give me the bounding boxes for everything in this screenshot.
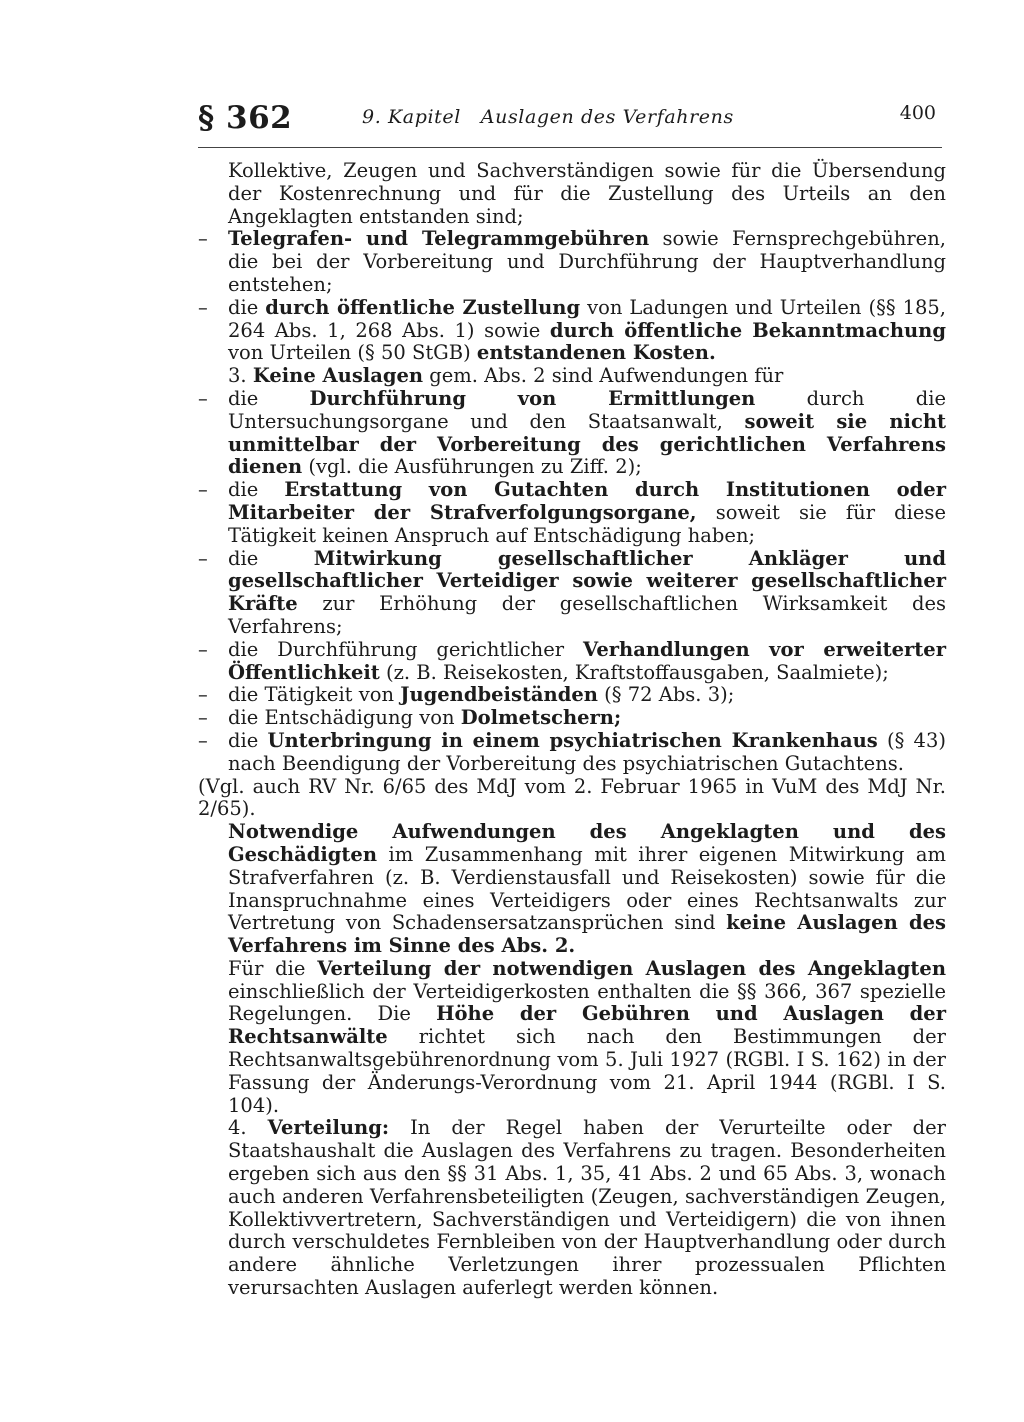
text-run: 4. (228, 1116, 268, 1140)
text-run: 3. (228, 364, 253, 388)
page-body (198, 160, 946, 1300)
bold-text: Durchführung von Ermittlungen (309, 386, 756, 410)
text-run: soweit sie für diese Tätigkeit keinen Anspruch auf Entschädigung haben; (228, 500, 946, 547)
text-run: In der Regel haben der Verurteilte oder der Staatshaushalt die Auslagen des Verfahrens zu tragen. Besonderheiten ergeben sich aus den §§ 31 Abs. 1, 35, 41 Abs. 2 und 65 Abs. 3, wonach auch anderen Verfahrensbeteiligten (Zeugen, sachverständigen Zeugen, Kollektivvertretern, Sachverständigen und Verteidigern) die von ihnen durch verschuldetes Fernbleiben von der Hauptverhandlung oder durch andere ähnliche Verletzungen ihrer prozessualen Pflichten verursachten Auslagen auferlegt werden können. (228, 1116, 946, 1300)
bold-text: Verhandlungen vor erweiterter Öffentlichkeit (228, 637, 946, 684)
bold-text: keine Auslagen des Verfahrens im Sinne des Abs. 2. (228, 911, 946, 958)
text-run: (§ 72 Abs. 3); (597, 683, 735, 707)
bold-text: soweit sie nicht unmittelbar der Vorbereitung des gerichtlichen Verfahrens dienen (228, 409, 947, 479)
dash-item (198, 548, 946, 639)
bold-text: Verteilung der notwendigen Auslagen des Angeklagten (317, 956, 946, 980)
paragraph-continuation: Kollektive, Zeugen und Sachverständigen sowie für die Übersendung der Kostenrechnung und für die Zustellung des Urteils an den Angeklagten entstanden sind; (228, 159, 946, 228)
text-run: die Tätigkeit von (228, 683, 401, 707)
numbered-paragraph (198, 365, 946, 388)
dash-item (198, 479, 946, 547)
text-run: sowie Fernsprechgebühren, die bei der Vorbereitung und Durchführung der Hauptverhandlung entstehen; (228, 227, 946, 296)
section-number: § 362 (198, 100, 293, 136)
text-run: einschließlich der Verteidigerkosten enthalten die §§ 366, 367 spezielle Regelungen. Die (228, 979, 946, 1026)
text-run: (z. B. Reisekosten, Kraftstoffausgaben, Saalmiete); (379, 660, 889, 684)
reference-paragraph: (Vgl. auch RV Nr. 6/65 des MdJ vom 2. Februar 1965 in VuM des MdJ Nr. 2/65). (198, 774, 946, 821)
text-run: (vgl. die Ausführungen zu Ziff. 2); (302, 455, 642, 479)
numbered-paragraph (198, 1117, 946, 1299)
text-run: gem. Abs. 2 sind Aufwendungen für (423, 364, 784, 388)
bold-text: durch öffentliche Bekanntmachung (549, 318, 946, 342)
text-run: die (228, 728, 268, 752)
bold-text: durch öffentliche Zustellung (265, 295, 581, 319)
dash-item (198, 730, 946, 776)
text-run: im Zusammenhang mit ihrer eigenen Mitwirkung am Strafverfahren (z. B. Verdienstausfall und Reisekosten) sowie für die Inanspruchnahme eines Verteidigers oder eines Rechtsanwalts zur Vertretung von Schadensersatzansprüchen sind (228, 842, 946, 935)
dash-marker: – (198, 478, 208, 502)
bold-text: Keine Auslagen (252, 364, 424, 388)
dash-marker: – (198, 386, 208, 410)
text-run: von Urteilen (§ 50 StGB) (228, 341, 477, 365)
text-run: (§ 43) nach Beendigung der Vorbereitung des psychiatrischen Gutachtens. (228, 728, 946, 775)
paragraph (198, 958, 946, 1118)
page-header (198, 98, 942, 142)
text-run: Für die (228, 956, 318, 980)
dash-marker: – (198, 546, 208, 570)
text-run: durch die Untersuchungsorgane und den Staatsanwalt, (228, 386, 946, 433)
text-run: die (228, 478, 285, 502)
bold-text: Notwendige Aufwendungen des Angeklagten und des Geschädigten (228, 820, 946, 866)
dash-item (198, 639, 946, 685)
dash-item (198, 707, 946, 730)
text-run: die (228, 386, 310, 410)
text-run: von Ladungen und Urteilen (§§ 185, 264 Abs. 1, 268 Abs. 1) sowie (228, 295, 946, 342)
bold-text: Dolmetschern; (460, 706, 622, 730)
bold-text: Jugendbeiständen (400, 683, 598, 707)
bold-text: Mitwirkung gesellschaftlicher Ankläger und gesellschaftlicher Verteidiger sowie weiterer gesellschaftlicher Kräfte (228, 546, 946, 616)
bold-text: entstandenen Kosten. (476, 341, 716, 365)
header-rule (198, 147, 942, 148)
bold-text: Höhe der Gebühren und Auslagen der Rechtsanwälte (228, 1002, 946, 1049)
text-run: die Entschädigung von (228, 706, 461, 730)
dash-item (198, 297, 946, 365)
bold-text: Telegrafen- und Telegrammgebühren (228, 227, 650, 251)
dash-marker: – (198, 706, 208, 730)
text-run: zur Erhöhung der gesellschaftlichen Wirksamkeit des Verfahrens; (228, 592, 946, 638)
paragraph (198, 821, 946, 958)
dash-item (198, 684, 946, 707)
text-run: richtet sich nach den Bestimmungen der Rechtsanwaltsgebührenordnung vom 5. Juli 1927 (RGBl. I S. 162) in der Fassung der Änderungs-Verordnung vom 21. April 1944 (RGBl. I S. 104). (228, 1025, 946, 1117)
page-number: 400 (899, 102, 936, 124)
dash-marker: – (198, 295, 208, 319)
bold-text: Verteilung: (267, 1116, 390, 1140)
text-run: die Durchführung gerichtlicher (228, 637, 584, 661)
dash-marker: – (198, 683, 208, 707)
text-run: die (228, 295, 266, 319)
dash-marker: – (198, 227, 208, 251)
dash-marker: – (198, 637, 208, 661)
dash-item (198, 388, 946, 479)
chapter-title: 9. Kapitel Auslagen des Verfahrens (362, 106, 734, 128)
dash-item (198, 228, 946, 296)
bold-text: Erstattung von Gutachten durch Institutionen oder Mitarbeiter der Strafverfolgungsorgane, (228, 478, 946, 524)
bold-text: Unterbringung in einem psychiatrischen Krankenhaus (267, 728, 878, 752)
text-run: die (228, 546, 314, 570)
dash-marker: – (198, 728, 208, 752)
